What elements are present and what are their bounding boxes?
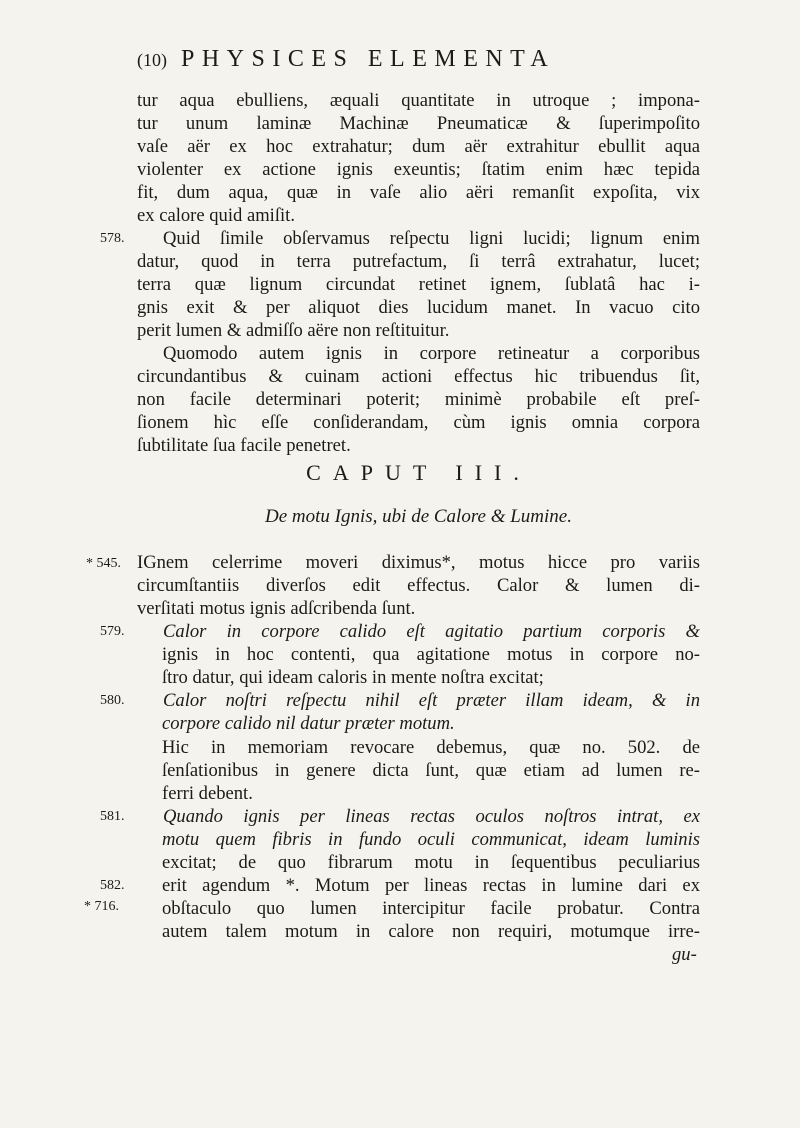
text-line: fit, dum aqua, quæ in vaſe alio aëri remanſit expoſita, vix	[137, 182, 700, 203]
text-line: ſtro datur, qui ideam caloris in mente noſtra excitat;	[162, 667, 544, 688]
text-line: gnis exit & per aliquot dies lucidum manet. In vacuo cito	[137, 297, 700, 318]
text-line: Hic in memoriam revocare debemus, quæ no. 502. de	[162, 737, 700, 758]
text-line: Quando ignis per lineas rectas oculos noſtros intrat, ex	[163, 806, 700, 827]
margin-number: * 716.	[84, 899, 119, 914]
running-title: PHYSICES ELEMENTA	[181, 46, 556, 72]
text-line: IGnem celerrime moveri diximus*, motus hicce pro variis	[137, 552, 700, 573]
text-line: erit agendum *. Motum per lineas rectas in lumine dari ex	[162, 875, 700, 896]
text-line: obſtaculo quo lumen intercipitur facile probatur. Contra	[162, 898, 700, 919]
text-line: Calor noſtri reſpectu nihil eſt præter illam ideam, & in	[163, 690, 700, 711]
text-line: autem talem motum in calore non requiri, motumque irre-	[162, 921, 700, 942]
text-line: ferri debent.	[162, 783, 253, 804]
margin-number: 580.	[100, 693, 125, 708]
chapter-subtitle: De motu Ignis, ubi de Calore & Lumine.	[265, 506, 572, 527]
text-line: circundantibus & cuinam actioni effectus hic tribuendus ſit,	[137, 366, 700, 387]
page-number: (10)	[137, 50, 167, 70]
text-line: vaſe aër ex hoc extrahatur; dum aër extrahitur ebullit aqua	[137, 136, 700, 157]
text-line: violenter ex actione ignis exeuntis; ſtatim enim hæc tepida	[137, 159, 700, 180]
page-header	[137, 46, 697, 76]
text-line: ſubtilitate ſua facile penetret.	[137, 435, 351, 456]
margin-number: 581.	[100, 809, 125, 824]
text-line: ex calore quid amiſit.	[137, 205, 295, 226]
text-line: ſionem hìc eſſe conſiderandam, cùm ignis omnia corpora	[137, 412, 700, 433]
text-line: ſenſationibus in genere dicta ſunt, quæ etiam ad lumen re-	[162, 760, 700, 781]
text-line: corpore calido nil datur præter motum.	[162, 713, 455, 734]
text-line: excitat; de quo fibrarum motu in ſequentibus peculiarius	[162, 852, 700, 873]
text-line: Quomodo autem ignis in corpore retineatur a corporibus	[163, 343, 700, 364]
text-line: motu quem fibris in fundo oculi communicat, ideam luminis	[162, 829, 700, 850]
margin-number: 582.	[100, 878, 125, 893]
text-line: terra quæ lignum circundat retinet ignem, ſublatâ hac i-	[137, 274, 700, 295]
margin-number: * 545.	[86, 556, 121, 571]
text-line: verſitati motus ignis adſcribenda ſunt.	[137, 598, 416, 619]
text-line: datur, quod in terra putrefactum, ſi terrâ extrahatur, lucet;	[137, 251, 700, 272]
text-line: Calor in corpore calido eſt agitatio partium corporis &	[163, 621, 700, 642]
margin-number: 578.	[100, 231, 125, 246]
catchword: gu-	[672, 944, 697, 965]
text-line: Quid ſimile obſervamus reſpectu ligni lucidi; lignum enim	[163, 228, 700, 249]
text-line: ignis in hoc contenti, qua agitatione motus in corpore no-	[162, 644, 700, 665]
text-line: perit lumen & admiſſo aëre non reſtituitur.	[137, 320, 450, 341]
text-line: circumſtantiis diverſos edit effectus. Calor & lumen di-	[137, 575, 700, 596]
text-line: tur aqua ebulliens, æquali quantitate in utroque ; impona-	[137, 90, 700, 111]
margin-number: 579.	[100, 624, 125, 639]
text-line: non facile determinari poterit; minimè probabile eſt preſ-	[137, 389, 700, 410]
chapter-heading: CAPUT III.	[306, 460, 531, 485]
text-line: tur unum laminæ Machinæ Pneumaticæ & ſuperimpoſito	[137, 113, 700, 134]
